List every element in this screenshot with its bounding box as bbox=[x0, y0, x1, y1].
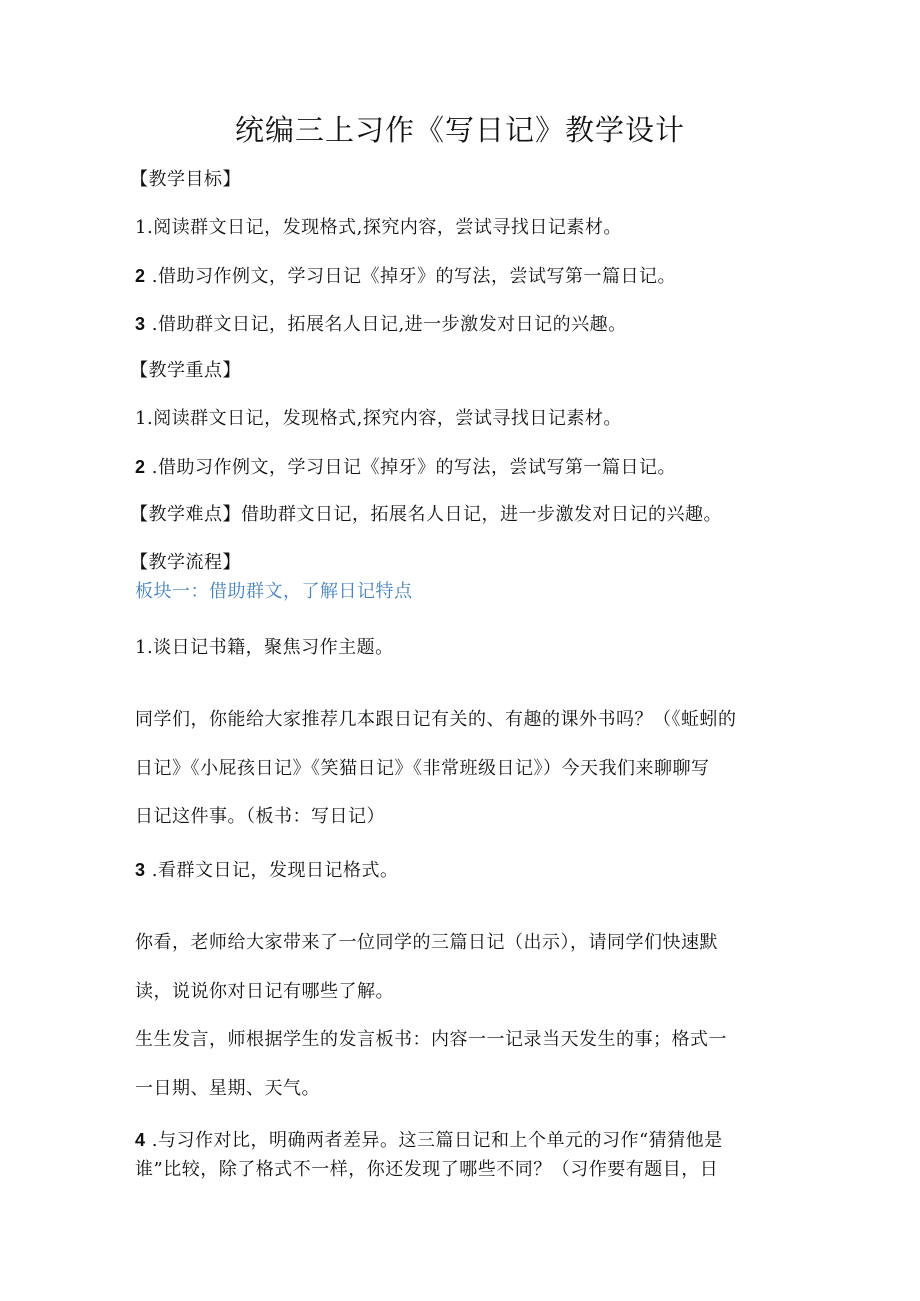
step-4-line-1 bbox=[135, 1128, 723, 1153]
paragraph-1-line-1: 同学们，你能给大家推荐几本跟日记有关的、有趣的课外书吗？（《蚯蚓的 bbox=[135, 709, 737, 730]
step-3 bbox=[135, 858, 398, 883]
paragraph-2-line-2: 读，说说你对日记有哪些了解。 bbox=[135, 981, 394, 1002]
goal-number: 1. bbox=[135, 217, 154, 238]
goal-text: .借助群文日记，拓展名人日记,进一步激发对日记的兴趣。 bbox=[145, 314, 627, 335]
key-point-item-2 bbox=[135, 455, 676, 480]
difficulty-text: 借助群文日记，拓展名人日记，进一步激发对日记的兴趣。 bbox=[241, 504, 722, 525]
paragraph-1-line-2: 日记》《小屁孩日记》《笑猫日记》《非常班级日记》）今天我们来聊聊写 bbox=[135, 758, 710, 779]
key-point-number: 1. bbox=[135, 408, 154, 429]
key-point-number: 2 bbox=[135, 457, 146, 477]
goal-number: 3 bbox=[135, 314, 146, 334]
difficulty-heading: 【教学难点】 bbox=[130, 504, 241, 525]
key-point-text: 阅读群文日记，发现格式,探究内容，尝试寻找日记素材。 bbox=[153, 408, 622, 429]
step-number: 3 bbox=[135, 860, 146, 880]
goals-heading: 【教学目标】 bbox=[130, 169, 241, 190]
goal-text: 阅读群文日记，发现格式,探究内容，尝试寻找日记素材。 bbox=[153, 217, 622, 238]
goal-text: .借助习作例文，学习日记《掉牙》的写法，尝试写第一篇日记。 bbox=[145, 266, 676, 287]
step-text: .看群文日记，发现日记格式。 bbox=[145, 860, 399, 881]
key-points-heading: 【教学重点】 bbox=[130, 360, 241, 381]
goal-item-3 bbox=[135, 312, 627, 337]
step-4-line-2: 谁”比较，除了格式不一样，你还发现了哪些不同？（习作要有题目，日 bbox=[135, 1159, 719, 1180]
goal-item-1 bbox=[135, 216, 622, 240]
step-text: .与习作对比，明确两者差异。这三篇日记和上个单元的习作“猜猜他是 bbox=[145, 1130, 723, 1151]
key-point-item-1 bbox=[135, 407, 622, 431]
paragraph-2-line-1: 你看，老师给大家带来了一位同学的三篇日记（出示），请同学们快速默 bbox=[135, 932, 718, 953]
step-1: 1.谈日记书籍，聚焦习作主题。 bbox=[135, 637, 394, 658]
paragraph-3-line-1: 生生发言，师根据学生的发言板书：内容一一记录当天发生的事；格式一 bbox=[135, 1029, 727, 1050]
block-one-title: 板块一：借助群文，了解日记特点 bbox=[135, 581, 413, 602]
document-title: 统编三上习作《写日记》教学设计 bbox=[234, 113, 685, 147]
difficulty-paragraph bbox=[130, 503, 722, 527]
paragraph-1-line-3: 日记这件事。（板书：写日记） bbox=[135, 806, 385, 827]
step-number: 4 bbox=[135, 1130, 146, 1150]
paragraph-3-line-2: 一日期、星期、天气。 bbox=[135, 1078, 320, 1099]
goal-item-2 bbox=[135, 264, 676, 289]
process-heading: 【教学流程】 bbox=[130, 552, 241, 573]
goal-number: 2 bbox=[135, 266, 146, 286]
key-point-text: .借助习作例文，学习日记《掉牙》的写法，尝试写第一篇日记。 bbox=[145, 457, 676, 478]
